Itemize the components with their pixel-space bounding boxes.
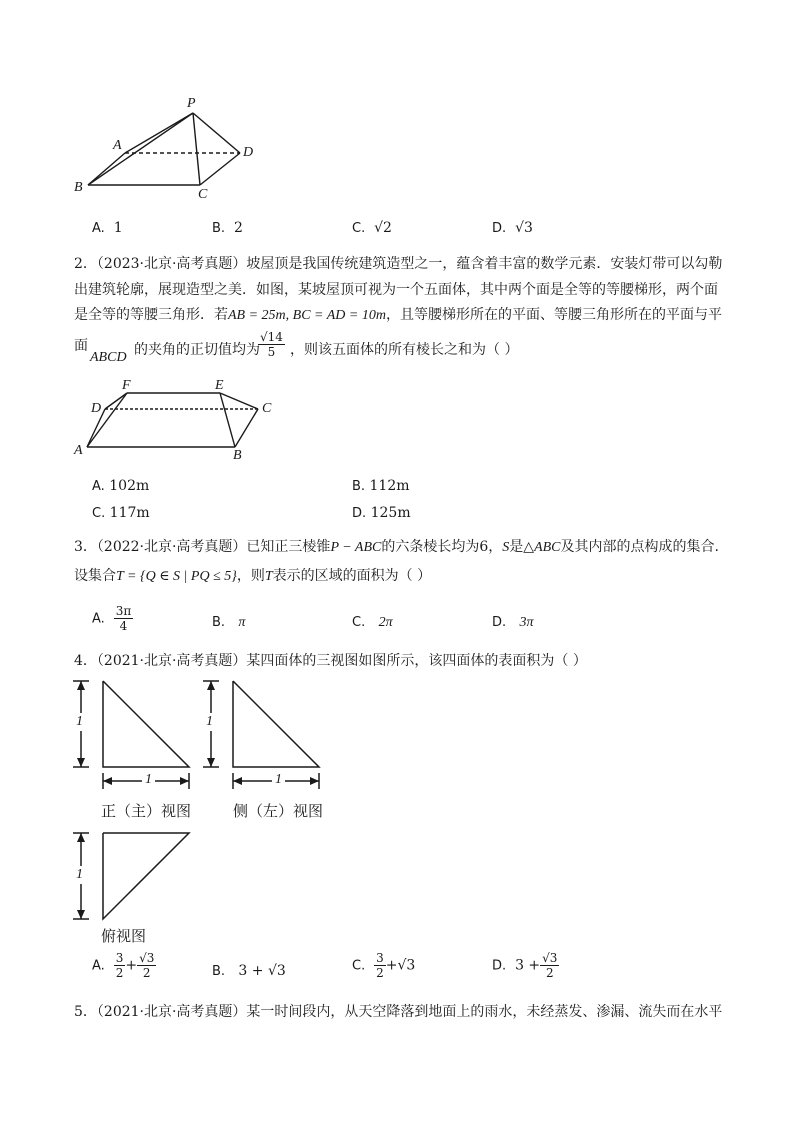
q4-option-a[interactable]: A. $\frac{3}{2}$ + $\frac{√3}{2}$ xyxy=(92,951,155,980)
front-view-caption: 正（主）视图 xyxy=(101,802,192,820)
q2-line-4: 面 xyxy=(74,338,88,354)
q2-plane-name: ABCD xyxy=(90,350,127,365)
label-E: E xyxy=(215,378,224,393)
q4-option-c[interactable]: C. $\frac{3}{2}$ +√3 xyxy=(352,951,416,980)
q2-line-1: 2．（2023·北京·高考真题）坡屋顶是我国传统建筑造型之一，蕴含着丰富的数学元素．安装灯带可以勾勒 xyxy=(74,256,723,272)
q2-line-4b: 的夹角的正切值均为 xyxy=(134,342,260,358)
label-D2: D xyxy=(91,401,102,416)
q2-line-4c: ，则该五面体的所有棱长之和为（ ） xyxy=(290,342,519,358)
label-C: C xyxy=(198,187,208,202)
q2-line-3: 是全等的等腰三角形．若AB = 25m, BC = AD = 10m，且等腰梯形所在的平面、等腰三角形所在的平面与平 xyxy=(74,307,722,323)
label-D: D xyxy=(243,145,254,160)
top-view-caption: 俯视图 xyxy=(101,927,147,945)
label-A2: A xyxy=(74,443,83,458)
q2-option-a[interactable]: A. 102m xyxy=(92,478,150,494)
q3-option-a[interactable]: A. $\frac{3\pi}{4}$ xyxy=(92,604,132,633)
side-width-label: 1 xyxy=(272,772,285,788)
q1-option-c[interactable]: C. √2 xyxy=(352,220,392,236)
q4-option-b[interactable]: B. 3 + √3 xyxy=(212,963,286,979)
q1-option-d[interactable]: D. √3 xyxy=(492,220,533,236)
q2-option-d[interactable]: D. 125m xyxy=(352,505,411,521)
side-view-caption: 侧（左）视图 xyxy=(233,802,324,820)
label-B2: B xyxy=(233,448,242,463)
q3-option-b[interactable]: B. π xyxy=(212,615,246,630)
q3-line-1: 3．（2022·北京·高考真题）已知正三棱锥P − ABC的六条棱长均为6，S是△ABC及其内部的点构成的集合. xyxy=(74,539,719,555)
top-height-label: 1 xyxy=(76,867,83,882)
label-P: P xyxy=(187,96,196,111)
label-B: B xyxy=(74,180,83,195)
q4-option-d[interactable]: D. 3 + $\frac{√3}{2}$ xyxy=(492,951,558,980)
label-A: A xyxy=(113,138,122,153)
q1-option-b[interactable]: B. 2 xyxy=(212,220,243,236)
label-C2: C xyxy=(262,401,272,416)
q3-line-2: 设集合T = {Q ∈ S | PQ ≤ 5}，则T表示的区域的面积为（ ） xyxy=(74,568,432,584)
front-width-label: 1 xyxy=(142,772,155,788)
front-height-label: 1 xyxy=(76,714,83,729)
q2-option-c[interactable]: C. 117m xyxy=(92,505,150,521)
q1-option-a[interactable]: A. 1 xyxy=(92,220,123,236)
q3-option-d[interactable]: D. 3π xyxy=(492,615,534,630)
q3-option-c[interactable]: C. 2π xyxy=(352,615,393,630)
q2-option-b[interactable]: B. 112m xyxy=(352,478,410,494)
q5-line-1: 5．（2021·北京·高考真题）某一时间段内，从天空降落到地面上的雨水，未经蒸发、渗漏、流失而在水平 xyxy=(74,1004,723,1020)
q2-line-2: 出建筑轮廓，展现造型之美．如图，某坡屋顶可视为一个五面体，其中两个面是全等的等腰梯形，两个面 xyxy=(74,282,718,298)
label-F: F xyxy=(122,378,131,393)
side-height-label: 1 xyxy=(206,714,213,729)
q4-line-1: 4．（2021·北京·高考真题）某四面体的三视图如图所示，该四面体的表面积为（ ） xyxy=(74,653,587,669)
q2-tan-fraction: $\frac{√14}{5}$ xyxy=(260,330,283,359)
